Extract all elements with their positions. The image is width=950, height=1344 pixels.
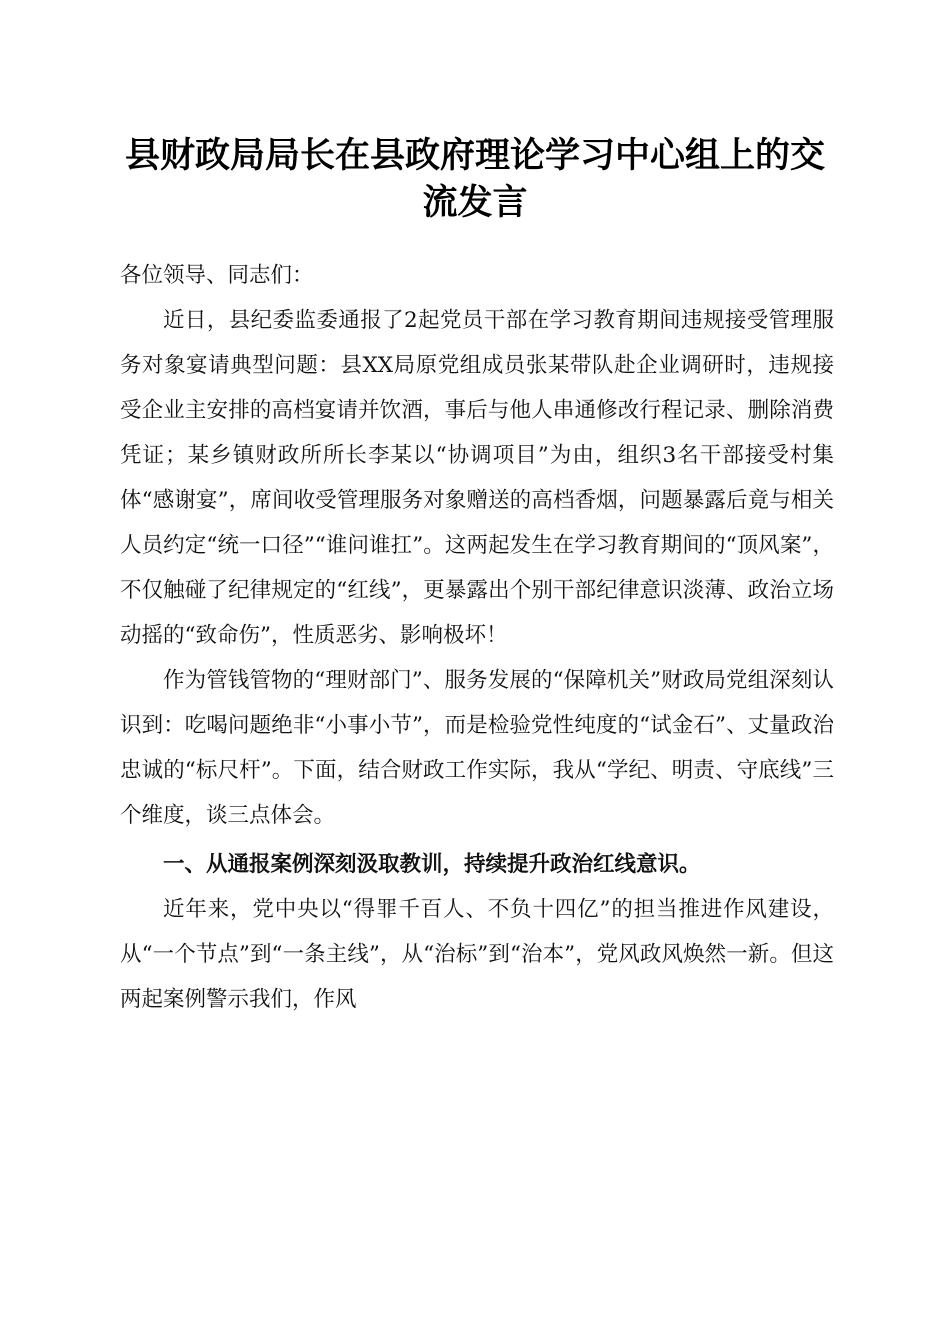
salutation: 各位领导、同志们： <box>120 263 314 288</box>
document-body <box>120 253 834 1022</box>
document-title: 县财政局局长在县政府理论学习中心组上的交流发言 <box>124 135 825 223</box>
body-paragraph: 近年来，党中央以“得罪千百人、不负十四亿”的担当推进作风建设，从“一个节点”到“一条主线”，从“治标”到“治本”，党风政风焕然一新。但这两起案例警示我们，作风 <box>120 897 834 1012</box>
section-heading: 一、从通报案例深刻汲取教训，持续提升政治红线意识。 <box>163 852 701 877</box>
body-paragraph: 作为管钱管物的“理财部门”、服务发展的“保障机关”财政局党组深刻认识到：吃喝问题绝非“小事小节”，而是检验党性纯度的“试金石”、丈量政治忠诚的“标尺杆”。下面，结合财政工作实际，我从“学纪、明责、守底线”三个维度，谈三点体会。 <box>120 668 834 828</box>
body-paragraph: 近日，县纪委监委通报了2起党员干部在学习教育期间违规接受管理服务对象宴请典型问题：县XX局原党组成员张某带队赴企业调研时，违规接受企业主安排的高档宴请并饮酒，事后与他人串通修改行程记录、删除消费凭证；某乡镇财政所所长李某以“协调项目”为由，组织3名干部接受村集体“感谢宴”，席间收受管理服务对象赠送的高档香烟，问题暴露后竟与相关人员约定“统一口径”“谁问谁扛”。这两起发生在学习教育期间的“顶风案”，不仅触碰了纪律规定的“红线”，更暴露出个别干部纪律意识淡薄、政治立场动摇的“致命伤”，性质恶劣、影响极坏！ <box>120 308 834 648</box>
